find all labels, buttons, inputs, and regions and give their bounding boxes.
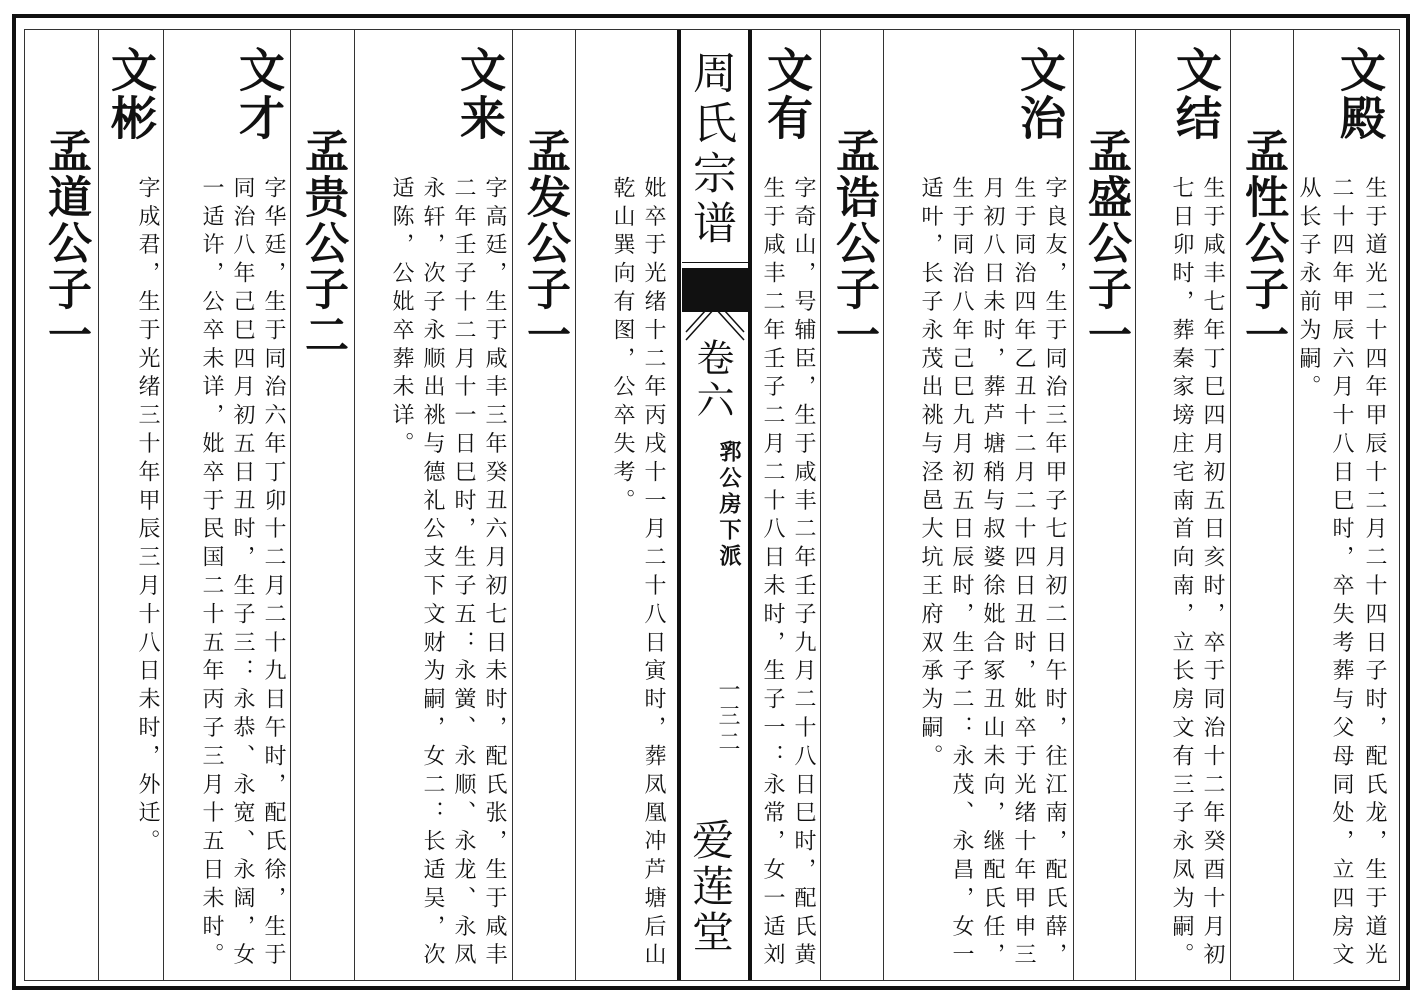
entry-text-wendian-line2: 二十四年甲辰六月十八日巳时，卒失考葬与父母同处，立四房文 [1329,176,1354,972]
entry-text-wenbin-line1: 字成君，生于光绪三十年甲辰三月十八日未时，外迁。 [135,176,160,858]
entry-text-wenyou-cont-line2: 乾山巽向有图，公卒失考。 [610,176,635,517]
column-rule [98,30,99,980]
entry-text-wenlai-line4: 适陈，公妣卒葬未详。 [389,176,414,460]
heading-menggui: 孟贵公子二 [297,128,348,358]
column-rule [512,30,513,980]
column-rule [290,30,291,980]
entry-name-wenbin: 文彬 [104,46,158,142]
entry-text-wenyou-line2: 生于咸丰二年壬子二月二十八日未时，生子一：永常，女一适刘 [760,176,785,972]
entry-text-wendian-line1: 生于道光二十四年甲辰十二月二十四日子时，配氏龙，生于道光 [1362,176,1387,972]
masthead-title: 周氏宗谱 [685,50,736,250]
column-rule [163,30,164,980]
column-rule [1293,30,1294,980]
masthead-rule-right [748,30,752,980]
column-rule [820,30,821,980]
entry-text-wenzhi-line4: 生于同治八年己巳九月初五日辰时，生子二：永茂、永昌，女一 [949,176,974,972]
entry-text-wenjie-line1: 生于咸丰七年丁巳四月初五日亥时，卒于同治十二年癸酉十月初 [1200,176,1225,972]
masthead-volume: 卷六 [690,338,734,422]
heading-menggao: 孟诰公子一 [828,128,879,358]
masthead-divider [682,262,748,263]
heading-mengfa: 孟发公子一 [519,128,570,358]
entry-text-wenzhi-line5: 适叶，长子永茂出祧与泾邑大坑王府双承为嗣。 [918,176,943,773]
column-rule [883,30,884,980]
entry-text-wenzhi-line3: 月初八日未时，葬芦塘稍与叔婆徐妣合冢丑山未向，继配氏任， [980,176,1005,972]
masthead-page-number: 一三二 [715,678,740,756]
entry-text-wenjie-line2: 七日卯时，葬秦家塝庄宅南首向南，立长房文有三子永凤为嗣。 [1169,176,1194,972]
entry-text-wenzhi-line2: 生于同治四年乙丑十二月二十四日丑时，妣卒于光绪十年甲申三 [1011,176,1036,972]
heading-mengdao: 孟道公子一 [40,128,91,358]
entry-name-wencai: 文才 [232,46,286,142]
masthead-branch: 郛公房下派 [716,440,742,570]
column-rule [1230,30,1231,980]
masthead-hall: 爱莲堂 [686,818,735,956]
entry-name-wenjie: 文结 [1169,46,1223,142]
entry-text-wenzhi-line1: 字良友，生于同治三年甲子七月初二日午时，往江南，配氏薛， [1042,176,1067,972]
entry-text-wenlai-line2: 二年壬子十二月十一日巳时，生子五：永黉、永顺、永龙、永凤 [451,176,476,972]
entry-text-wencai-line1: 字华廷，生于同治六年丁卯十二月二十九日午时，配氏徐，生于 [261,176,286,972]
entry-text-wendian-line3: 从长子永前为嗣。 [1296,176,1321,404]
entry-text-wenlai-line1: 字高廷，生于咸丰三年癸丑六月初七日未时，配氏张，生于咸丰 [482,176,507,972]
entry-name-wendian: 文殿 [1333,46,1387,142]
entry-name-wenzhi: 文治 [1013,46,1067,142]
entry-text-wencai-line3: 一适许，公卒未详，妣卒于民国二十五年丙子三月十五日未时。 [199,176,224,972]
entry-name-wenlai: 文来 [453,46,507,142]
masthead-rule-left [677,30,681,980]
entry-text-wencai-line2: 同治八年己巳四月初五日丑时，生子三：永恭、永宽、永阔，女 [230,176,255,972]
column-rule [354,30,355,980]
entry-text-wenlai-line3: 永轩，次子永顺出祧与德礼公支下文财为嗣，女二：长适吴，次 [420,176,445,972]
heading-mengsheng: 孟盛公子一 [1080,128,1131,358]
column-rule [1073,30,1074,980]
heading-mengxing: 孟性公子一 [1237,128,1288,358]
entry-text-wenyou-cont-line1: 妣卒于光绪十二年丙戌十一月二十八日寅时，葬凤凰冲芦塘后山 [641,176,666,972]
entry-text-wenyou-line1: 字奇山，号辅臣，生于咸丰二年壬子九月二十八日巳时，配氏黄 [791,176,816,972]
entry-name-wenyou: 文有 [760,46,814,142]
column-rule [1135,30,1136,980]
column-rule [575,30,576,980]
